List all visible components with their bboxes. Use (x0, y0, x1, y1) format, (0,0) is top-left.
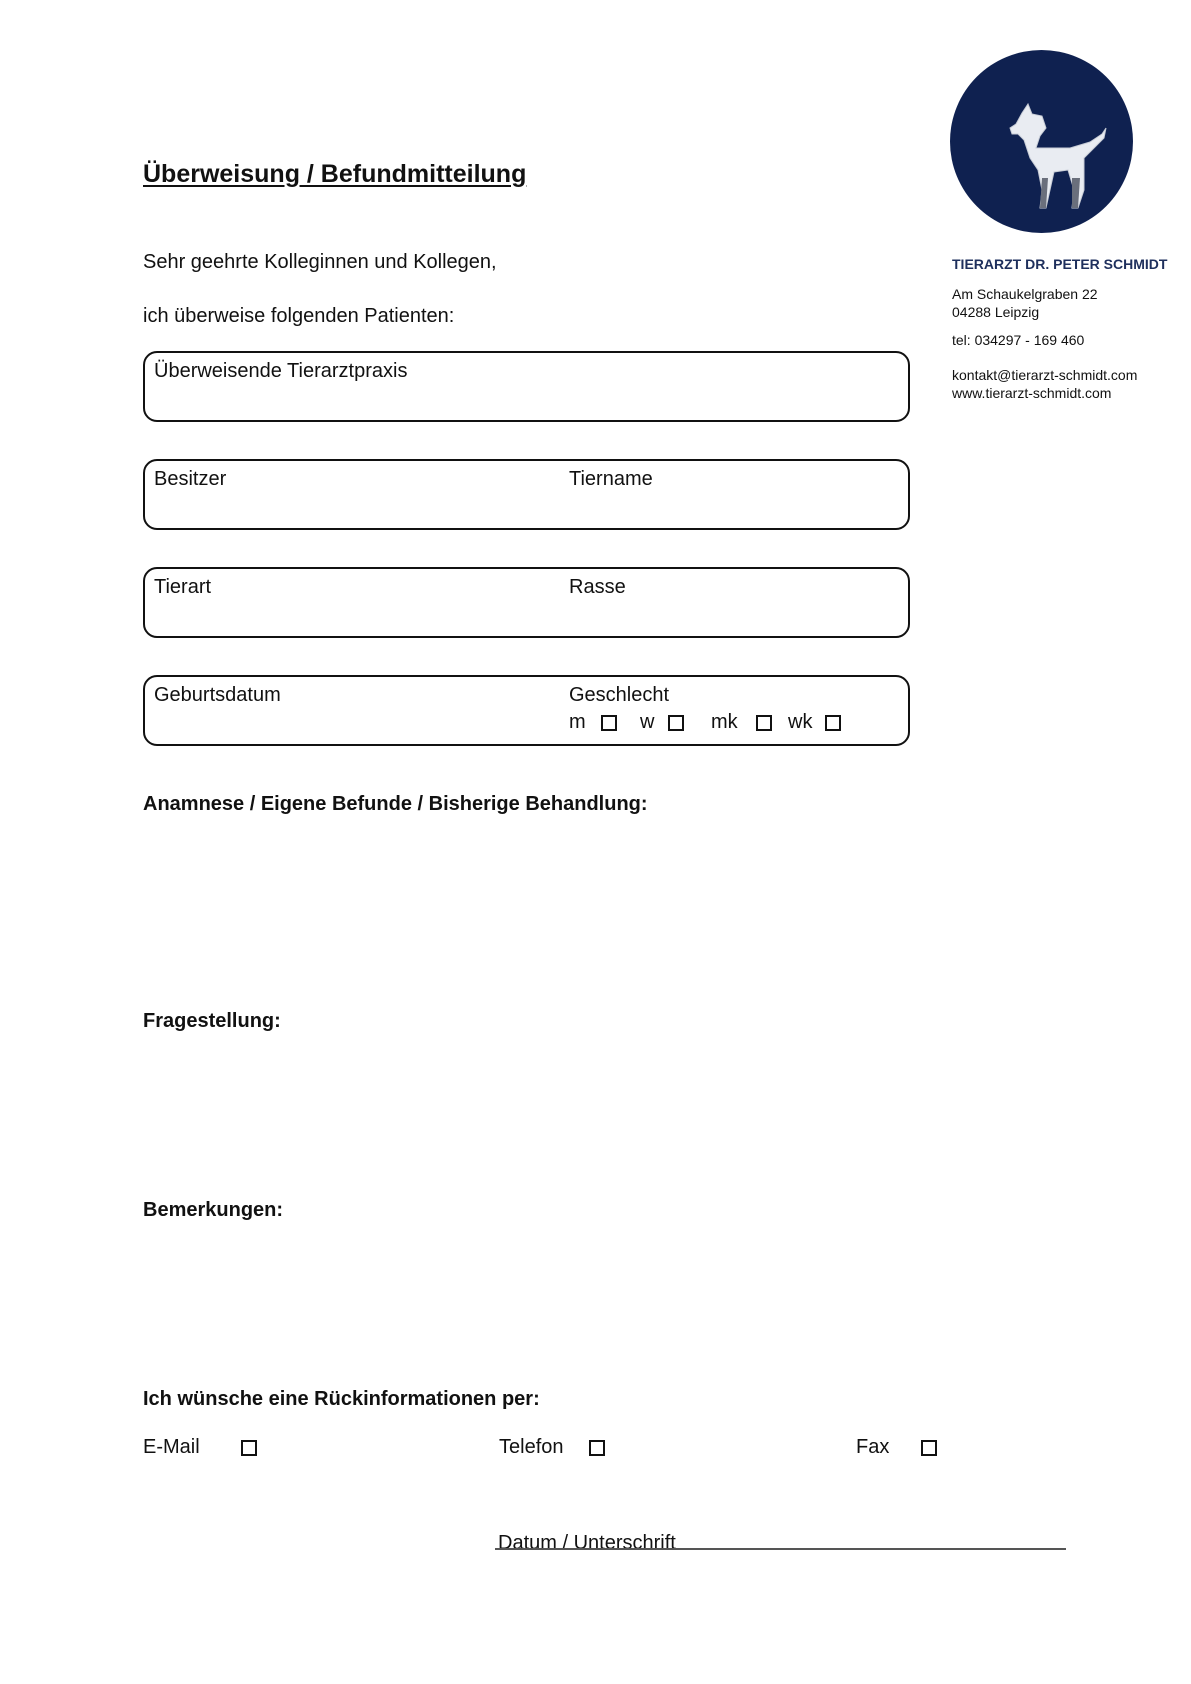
anamnesis-text-area[interactable] (143, 826, 910, 996)
sex-option-m[interactable] (569, 711, 617, 734)
referring-practice-input[interactable] (154, 390, 898, 414)
sex-option-m-label: m (569, 711, 586, 733)
owner-petname-box (143, 459, 910, 530)
sex-option-wk-label: wk (788, 711, 813, 733)
practice-city: 04288 Leipzig (952, 304, 1040, 320)
signature-line[interactable] (495, 1548, 1066, 1550)
practice-street: Am Schaukelgraben 22 (952, 286, 1098, 302)
greeting: Sehr geehrte Kolleginnen und Kollegen, (143, 251, 497, 273)
feedback-option-phone[interactable] (499, 1436, 605, 1459)
pet-name-label: Tiername (569, 468, 653, 490)
checkbox-icon[interactable] (589, 1440, 605, 1456)
breed-label: Rasse (569, 576, 626, 598)
practice-email: kontakt@tierarzt-schmidt.com (952, 367, 1138, 383)
question-text-area[interactable] (143, 1043, 910, 1193)
sex-option-w-label: w (640, 711, 655, 733)
feedback-phone-label: Telefon (499, 1436, 564, 1458)
referring-practice-box (143, 351, 910, 422)
checkbox-icon[interactable] (756, 715, 772, 731)
species-label: Tierart (154, 576, 212, 598)
remarks-text-area[interactable] (143, 1232, 910, 1382)
species-input[interactable] (154, 606, 558, 630)
feedback-option-email[interactable] (143, 1436, 257, 1459)
anamnesis-heading: Anamnese / Eigene Befunde / Bisherige Behandlung: (143, 793, 648, 815)
referring-practice-label: Überweisende Tierarztpraxis (154, 360, 408, 382)
feedback-email-label: E-Mail (143, 1436, 200, 1458)
pet-name-input[interactable] (569, 498, 903, 522)
checkbox-icon[interactable] (601, 715, 617, 731)
page-title: Überweisung / Befundmitteilung (143, 160, 527, 188)
practice-phone: tel: 034297 - 169 460 (952, 332, 1085, 348)
sex-option-wk[interactable] (788, 711, 841, 734)
feedback-option-fax[interactable] (856, 1436, 937, 1459)
question-heading: Fragestellung: (143, 1010, 281, 1032)
owner-input[interactable] (154, 498, 558, 522)
intro-text: ich überweise folgenden Patienten: (143, 305, 455, 327)
checkbox-icon[interactable] (921, 1440, 937, 1456)
birthdate-label: Geburtsdatum (154, 684, 281, 706)
signature-label: Datum / Unterschrift (498, 1532, 676, 1554)
feedback-heading: Ich wünsche eine Rückinformationen per: (143, 1388, 540, 1410)
sex-label: Geschlecht (569, 684, 670, 706)
breed-input[interactable] (569, 606, 903, 630)
species-breed-box (143, 567, 910, 638)
remarks-heading: Bemerkungen: (143, 1199, 284, 1221)
owner-label: Besitzer (154, 468, 227, 490)
birthdate-input[interactable] (154, 714, 558, 738)
practice-website: www.tierarzt-schmidt.com (952, 385, 1112, 401)
dog-logo-icon (950, 50, 1133, 233)
practice-name: TIERARZT DR. PETER SCHMIDT (952, 256, 1168, 272)
sex-option-mk-label: mk (711, 711, 738, 733)
birthdate-sex-box (143, 675, 910, 746)
checkbox-icon[interactable] (241, 1440, 257, 1456)
sex-option-mk[interactable] (711, 711, 772, 734)
feedback-fax-label: Fax (856, 1436, 890, 1458)
sex-option-w[interactable] (640, 711, 684, 734)
checkbox-icon[interactable] (668, 715, 684, 731)
checkbox-icon[interactable] (825, 715, 841, 731)
